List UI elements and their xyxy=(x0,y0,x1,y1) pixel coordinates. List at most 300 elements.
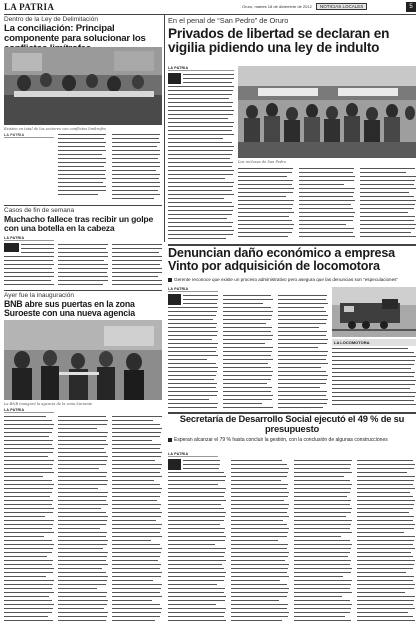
text-line xyxy=(278,335,326,336)
text-line xyxy=(278,319,327,320)
text-line xyxy=(168,403,218,404)
text-line xyxy=(231,476,287,477)
section-rule xyxy=(168,244,416,246)
text-line xyxy=(168,90,233,91)
text-line xyxy=(112,420,153,421)
text-line xyxy=(299,192,354,193)
text-line xyxy=(294,464,351,465)
text-line xyxy=(294,532,352,533)
text-line xyxy=(278,363,328,364)
text-line xyxy=(357,576,414,577)
text-line xyxy=(278,331,327,332)
text-line xyxy=(58,460,107,461)
text-line xyxy=(168,218,227,219)
text-line xyxy=(112,560,158,561)
masthead-rule xyxy=(4,14,416,15)
story-conciliacion-body xyxy=(4,133,162,203)
text-line xyxy=(360,180,415,181)
dateline: Oruro, martes 18 de diciembre de 2012 xyxy=(242,4,312,9)
text-line xyxy=(4,612,52,613)
text-line xyxy=(299,228,354,229)
text-line xyxy=(168,391,218,392)
text-line xyxy=(357,604,413,605)
text-line xyxy=(299,208,353,209)
text-line xyxy=(223,399,272,400)
text-line xyxy=(112,472,160,473)
text-line xyxy=(223,327,272,328)
text-line xyxy=(294,608,351,609)
text-line xyxy=(4,500,53,501)
text-line xyxy=(357,532,404,533)
text-line xyxy=(278,351,328,352)
text-line xyxy=(332,384,415,385)
text-line xyxy=(360,232,411,233)
text-line xyxy=(168,162,233,163)
text-line xyxy=(357,484,413,485)
text-line xyxy=(231,532,288,533)
text-line xyxy=(294,560,351,561)
bullet-text: Esperan alcanzar el 79 % hasta concluir la gestión, con la conclusión de algunas construcciones xyxy=(174,437,388,443)
text-line xyxy=(223,359,273,360)
text-line xyxy=(168,524,220,525)
text-line xyxy=(168,202,232,203)
text-line xyxy=(231,460,282,461)
story-desarrollo-bullet xyxy=(168,437,416,451)
text-line xyxy=(4,596,49,597)
text-line xyxy=(112,432,161,433)
text-line xyxy=(360,208,414,209)
text-line xyxy=(332,380,416,381)
text-line xyxy=(112,532,160,533)
text-line xyxy=(357,508,413,509)
text-line xyxy=(112,600,152,601)
text-line xyxy=(294,536,341,537)
text-line xyxy=(168,158,230,159)
story-headline: Denuncian daño económico a empresa Vinto por adquisición de locomotora xyxy=(168,247,395,273)
text-line xyxy=(58,448,104,449)
text-line xyxy=(223,339,272,340)
text-line xyxy=(357,504,414,505)
text-line xyxy=(299,196,353,197)
text-line xyxy=(332,396,415,397)
text-line xyxy=(238,232,292,233)
text-line xyxy=(238,208,292,209)
text-line xyxy=(357,552,411,553)
text-line xyxy=(58,468,99,469)
text-line xyxy=(4,456,48,457)
text-line xyxy=(112,620,155,621)
text-line xyxy=(112,572,162,573)
text-line xyxy=(332,356,416,357)
text-line xyxy=(294,620,351,621)
text-line xyxy=(231,488,287,489)
text-line xyxy=(299,236,355,237)
meeting-photo-image xyxy=(4,47,162,125)
text-line xyxy=(4,616,48,617)
text-line xyxy=(4,584,53,585)
text-line xyxy=(4,424,54,425)
text-line xyxy=(112,512,162,513)
text-line xyxy=(299,172,353,173)
text-line xyxy=(168,355,218,356)
text-line xyxy=(168,363,216,364)
text-line xyxy=(238,180,293,181)
text-line xyxy=(168,182,234,183)
text-line xyxy=(4,464,53,465)
text-line xyxy=(357,592,405,593)
text-line xyxy=(278,359,326,360)
text-line xyxy=(168,319,213,320)
text-line xyxy=(332,400,414,401)
text-line xyxy=(112,592,160,593)
story-tag: LA PATRIA xyxy=(4,236,54,241)
text-line xyxy=(58,564,108,565)
text-line xyxy=(360,228,415,229)
text-line xyxy=(238,176,287,177)
text-line xyxy=(238,224,294,225)
text-line xyxy=(299,168,354,169)
text-line xyxy=(58,544,107,545)
text-line xyxy=(112,524,162,525)
text-line xyxy=(112,492,161,493)
text-line xyxy=(112,536,162,537)
text-line xyxy=(357,524,415,525)
text-line xyxy=(112,616,160,617)
text-line xyxy=(294,604,352,605)
text-line xyxy=(168,540,225,541)
text-line xyxy=(357,496,413,497)
text-line xyxy=(231,584,287,585)
text-line xyxy=(58,612,108,613)
text-line xyxy=(58,432,108,433)
photo-caption: Existen en total de los sectores con conflictos limítrofes xyxy=(4,127,106,131)
text-line xyxy=(168,234,233,235)
text-line xyxy=(58,532,107,533)
text-line xyxy=(168,484,218,485)
text-line xyxy=(168,238,226,239)
text-line xyxy=(332,360,415,361)
text-line xyxy=(357,512,409,513)
text-line xyxy=(168,122,234,123)
text-line xyxy=(168,552,225,553)
story-bnb-body xyxy=(4,408,162,626)
text-line xyxy=(58,512,106,513)
text-line xyxy=(168,588,225,589)
text-line xyxy=(112,552,161,553)
text-line xyxy=(4,460,54,461)
text-line xyxy=(168,395,217,396)
text-line xyxy=(360,176,416,177)
text-line xyxy=(168,126,233,127)
text-line xyxy=(223,403,262,404)
text-line xyxy=(58,528,100,529)
text-line xyxy=(168,600,225,601)
text-line xyxy=(168,500,226,501)
text-line xyxy=(223,387,272,388)
text-line xyxy=(58,504,108,505)
text-line xyxy=(278,299,326,300)
text-line xyxy=(168,476,226,477)
text-line xyxy=(4,416,46,417)
text-line xyxy=(357,544,413,545)
text-line xyxy=(168,118,228,119)
text-line xyxy=(294,508,352,509)
text-line xyxy=(278,391,327,392)
text-line xyxy=(238,220,292,221)
text-line xyxy=(4,504,52,505)
photo-caption: Los reclusos de San Pedro xyxy=(238,160,287,164)
text-line xyxy=(112,428,162,429)
story-headline: Muchacho fallece tras recibir un golpe con una botella en la cabeza xyxy=(4,214,154,234)
story-kicker: Ayer fue la inauguración xyxy=(4,292,74,299)
text-line xyxy=(168,106,232,107)
text-line xyxy=(332,348,408,349)
text-line xyxy=(4,540,52,541)
text-line xyxy=(299,220,353,221)
text-line xyxy=(168,564,222,565)
text-line xyxy=(168,544,215,545)
bullet-text: Gerente reconoce que existe un proceso administrativo pero asegura que las denuncias son “especulaciones” xyxy=(174,277,398,282)
text-line xyxy=(168,512,226,513)
text-line xyxy=(294,616,345,617)
text-line xyxy=(238,172,292,173)
text-line xyxy=(58,456,108,457)
text-line xyxy=(231,484,288,485)
story-kicker: Casos de fin de semana xyxy=(4,207,75,214)
text-line xyxy=(357,600,414,601)
text-line xyxy=(4,572,53,573)
text-line xyxy=(360,236,416,237)
text-line xyxy=(332,352,414,353)
text-line xyxy=(58,480,108,481)
text-line xyxy=(231,588,289,589)
text-line xyxy=(168,134,234,135)
body-text-lines xyxy=(4,414,162,626)
text-line xyxy=(58,436,107,437)
text-line xyxy=(4,556,47,557)
text-line xyxy=(58,572,106,573)
text-line xyxy=(168,110,234,111)
text-line xyxy=(231,592,288,593)
text-line xyxy=(112,416,162,417)
text-line xyxy=(278,343,327,344)
text-line xyxy=(58,424,107,425)
text-line xyxy=(278,403,327,404)
text-line xyxy=(168,608,226,609)
text-line xyxy=(58,524,106,525)
text-line xyxy=(58,476,106,477)
text-line xyxy=(357,616,413,617)
text-line xyxy=(168,315,216,316)
text-line xyxy=(278,375,328,376)
story-headline: La conciliación: Principal componente para solucionar los xyxy=(4,23,146,45)
text-line xyxy=(238,188,294,189)
text-line xyxy=(360,172,406,173)
text-line xyxy=(223,367,271,368)
text-line xyxy=(278,347,318,348)
body-text-lines xyxy=(168,458,416,626)
text-line xyxy=(357,588,414,589)
story-kicker: Dentro de la Ley de Delimitación xyxy=(4,16,98,23)
text-line xyxy=(112,476,162,477)
text-line xyxy=(112,440,152,441)
section-rule xyxy=(4,290,162,291)
text-line xyxy=(231,472,288,473)
text-line xyxy=(278,383,326,384)
body-text-lines xyxy=(4,242,162,288)
text-line xyxy=(360,220,414,221)
text-line xyxy=(294,500,351,501)
bullet-icon xyxy=(168,438,172,442)
text-line xyxy=(58,548,103,549)
text-line xyxy=(168,556,224,557)
text-line xyxy=(112,444,161,445)
text-line xyxy=(168,371,217,372)
text-line xyxy=(299,176,355,177)
text-line xyxy=(168,114,233,115)
text-line xyxy=(360,224,416,225)
text-line xyxy=(231,468,289,469)
text-line xyxy=(294,524,351,525)
text-line xyxy=(294,516,346,517)
newspaper-logo: LA PATRIA xyxy=(4,2,55,12)
text-line xyxy=(231,564,289,565)
text-line xyxy=(294,584,351,585)
story-vinto-head xyxy=(168,247,416,277)
text-line xyxy=(278,399,328,400)
text-line xyxy=(357,536,415,537)
text-line xyxy=(58,488,98,489)
text-line xyxy=(294,548,351,549)
text-line xyxy=(168,596,226,597)
text-line xyxy=(58,520,107,521)
text-line xyxy=(168,186,233,187)
text-line xyxy=(223,407,273,408)
text-line xyxy=(168,331,218,332)
text-line xyxy=(278,327,319,328)
text-line xyxy=(168,576,225,577)
text-line xyxy=(231,524,287,525)
text-line xyxy=(112,484,160,485)
text-line xyxy=(294,492,350,493)
text-line xyxy=(231,608,287,609)
text-line xyxy=(112,516,161,517)
text-line xyxy=(299,224,346,225)
photo-prisoners xyxy=(238,66,416,158)
text-line xyxy=(4,548,53,549)
text-line xyxy=(231,492,289,493)
text-line xyxy=(168,210,233,211)
text-line xyxy=(112,564,161,565)
text-line xyxy=(168,323,217,324)
text-line xyxy=(168,548,226,549)
text-line xyxy=(4,476,43,477)
text-line xyxy=(58,492,108,493)
text-line xyxy=(4,620,53,621)
text-line xyxy=(231,500,284,501)
text-line xyxy=(58,444,108,445)
text-line xyxy=(112,456,161,457)
text-line xyxy=(112,556,160,557)
text-line xyxy=(294,460,352,461)
text-line xyxy=(231,596,287,597)
text-line xyxy=(58,452,106,453)
text-line xyxy=(357,488,415,489)
story-desarrollo-body xyxy=(168,452,416,626)
text-line xyxy=(332,388,410,389)
text-line xyxy=(168,98,229,99)
text-line xyxy=(332,404,416,405)
text-line xyxy=(4,484,54,485)
story-hunger-body-col1 xyxy=(168,66,234,242)
text-line xyxy=(299,212,355,213)
text-line xyxy=(112,548,162,549)
text-line xyxy=(112,596,162,597)
text-line xyxy=(231,540,278,541)
text-line xyxy=(168,142,232,143)
text-line xyxy=(231,576,289,577)
text-line xyxy=(299,204,351,205)
text-line xyxy=(294,484,352,485)
text-line xyxy=(112,604,160,605)
text-line xyxy=(4,492,52,493)
story-tag: LA PATRIA xyxy=(4,408,54,413)
text-line xyxy=(4,580,54,581)
text-line xyxy=(360,204,415,205)
text-line xyxy=(4,508,54,509)
text-line xyxy=(360,216,415,217)
text-line xyxy=(278,371,326,372)
photo-locomotive xyxy=(332,287,416,337)
text-line xyxy=(168,194,234,195)
text-line xyxy=(168,480,225,481)
text-line xyxy=(4,444,52,445)
text-line xyxy=(58,472,107,473)
text-line xyxy=(294,520,352,521)
text-line xyxy=(168,343,218,344)
text-line xyxy=(168,383,217,384)
text-line xyxy=(231,504,289,505)
text-line xyxy=(4,536,44,537)
text-line xyxy=(168,616,224,617)
text-line xyxy=(4,472,54,473)
text-line xyxy=(278,367,321,368)
text-line xyxy=(294,504,350,505)
text-line xyxy=(238,196,286,197)
text-line xyxy=(58,580,107,581)
text-line xyxy=(223,343,265,344)
text-line xyxy=(357,556,413,557)
photo-meeting xyxy=(4,47,162,125)
bnb-photo-image xyxy=(4,320,162,400)
text-line xyxy=(58,516,108,517)
text-line xyxy=(238,236,288,237)
text-line xyxy=(112,584,162,585)
story-desarrollo-head xyxy=(168,414,416,436)
text-line xyxy=(231,536,287,537)
text-line xyxy=(294,592,352,593)
text-line xyxy=(294,476,344,477)
text-line xyxy=(278,407,323,408)
masthead xyxy=(4,2,416,14)
text-line xyxy=(231,600,279,601)
text-line xyxy=(168,86,234,87)
text-line xyxy=(168,520,224,521)
text-line xyxy=(223,363,268,364)
text-line xyxy=(58,592,107,593)
text-line xyxy=(168,580,224,581)
text-line xyxy=(357,540,414,541)
